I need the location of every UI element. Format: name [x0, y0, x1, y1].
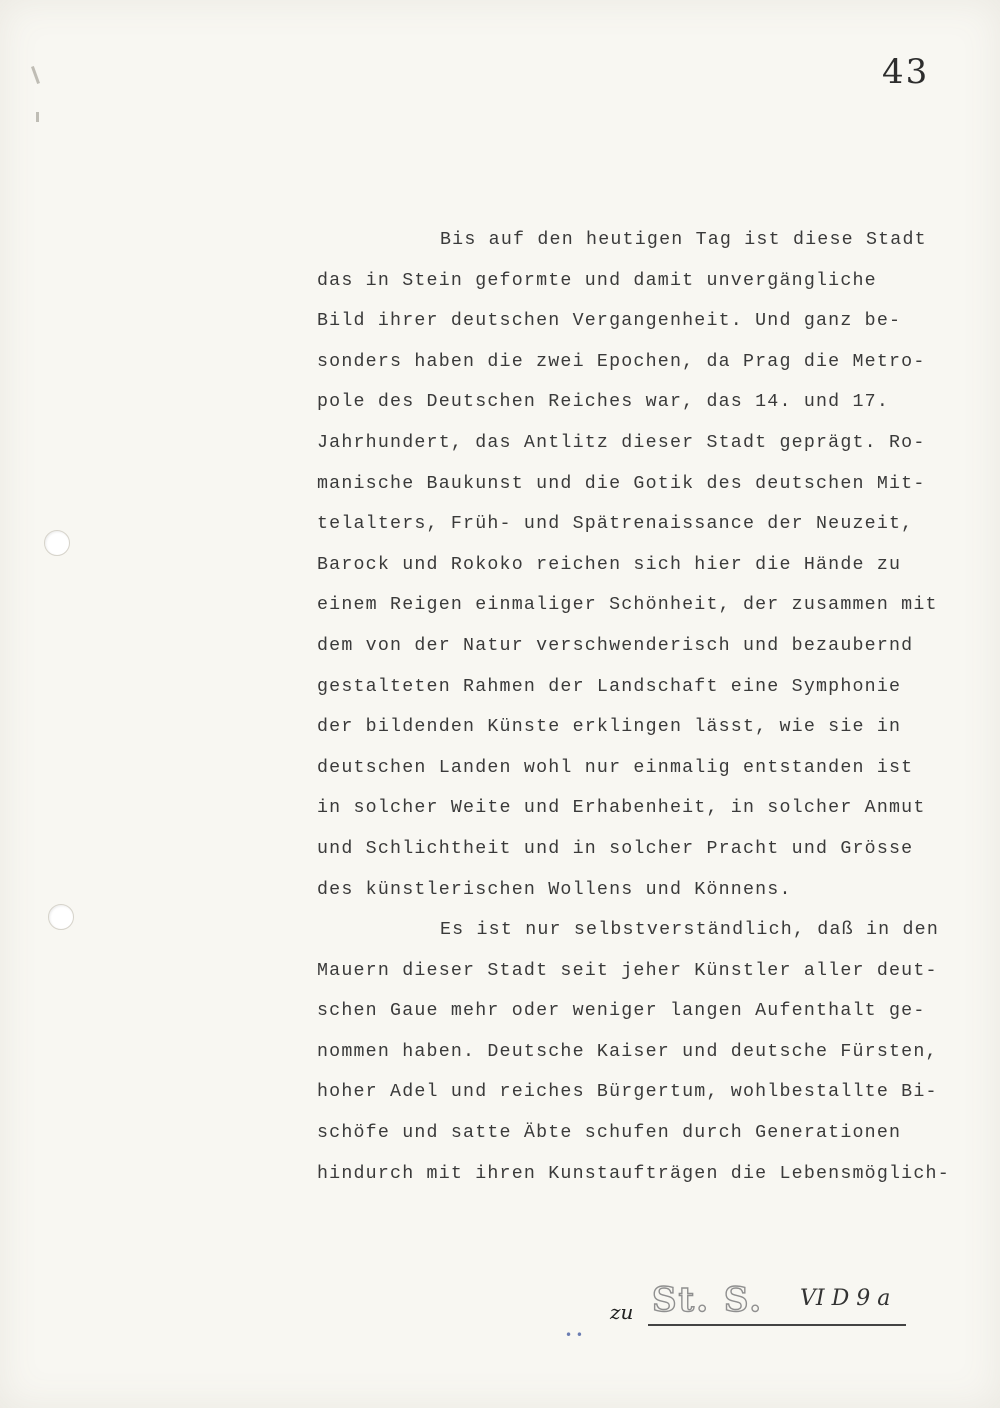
archival-reference: [600, 1278, 910, 1338]
text-line: hoher Adel und reiches Bürgertum, wohlbestallte Bi-: [317, 1082, 938, 1103]
text-line: dem von der Natur verschwenderisch und bezaubernd: [317, 635, 914, 656]
text-line: Bild ihrer deutschen Vergangenheit. Und ganz be-: [317, 311, 902, 332]
typed-body-text: [317, 224, 957, 1198]
text-line: der bildenden Künste erklingen lässt, wie sie in: [317, 717, 902, 738]
text-line: Es ist nur selbstverständlich, daß in den: [440, 920, 939, 941]
page-number: 43: [882, 52, 930, 92]
ink-marks: • •: [565, 1328, 583, 1342]
text-line: manische Baukunst und die Gotik des deutschen Mit-: [317, 473, 926, 494]
text-line: hindurch mit ihren Kunstaufträgen die Lebensmöglich-: [317, 1163, 950, 1184]
text-line: in solcher Weite und Erhabenheit, in solcher Anmut: [317, 798, 926, 819]
text-line: das in Stein geformte und damit unvergängliche: [317, 270, 877, 291]
stamped-reference: St. S.: [652, 1280, 764, 1320]
text-line: des künstlerischen Wollens und Könnens.: [317, 879, 792, 900]
punch-hole: [48, 904, 74, 930]
text-line: einem Reigen einmaliger Schönheit, der zusammen mit: [317, 595, 938, 616]
handwritten-prefix: zu: [610, 1300, 634, 1324]
text-line: gestalteten Rahmen der Landschaft eine Symphonie: [317, 676, 902, 697]
text-line: telalters, Früh- und Spätrenaissance der Neuzeit,: [317, 514, 914, 535]
text-line: pole des Deutschen Reiches war, das 14. und 17.: [317, 392, 890, 413]
handwritten-reference: VI D 9 a: [800, 1286, 891, 1311]
text-line: sonders haben die zwei Epochen, da Prag die Metro-: [317, 351, 926, 372]
text-line: Mauern dieser Stadt seit jeher Künstler aller deut-: [317, 960, 938, 981]
text-line: schen Gaue mehr oder weniger langen Aufenthalt ge-: [317, 1001, 926, 1022]
text-line: Bis auf den heutigen Tag ist diese Stadt: [440, 230, 927, 250]
text-line: und Schlichtheit und in solcher Pracht und Grösse: [317, 838, 914, 859]
text-line: nommen haben. Deutsche Kaiser und deutsche Fürsten,: [317, 1041, 938, 1062]
edge-mark: [36, 112, 39, 122]
edge-mark: [31, 66, 40, 84]
text-line: schöfe und satte Äbte schufen durch Generationen: [317, 1123, 902, 1144]
text-line: deutschen Landen wohl nur einmalig entstanden ist: [317, 757, 914, 778]
text-line: Barock und Rokoko reichen sich hier die Hände zu: [317, 554, 902, 575]
punch-hole: [44, 530, 70, 556]
reference-underline: [648, 1324, 906, 1326]
text-line: Jahrhundert, das Antlitz dieser Stadt geprägt. Ro-: [317, 432, 926, 453]
